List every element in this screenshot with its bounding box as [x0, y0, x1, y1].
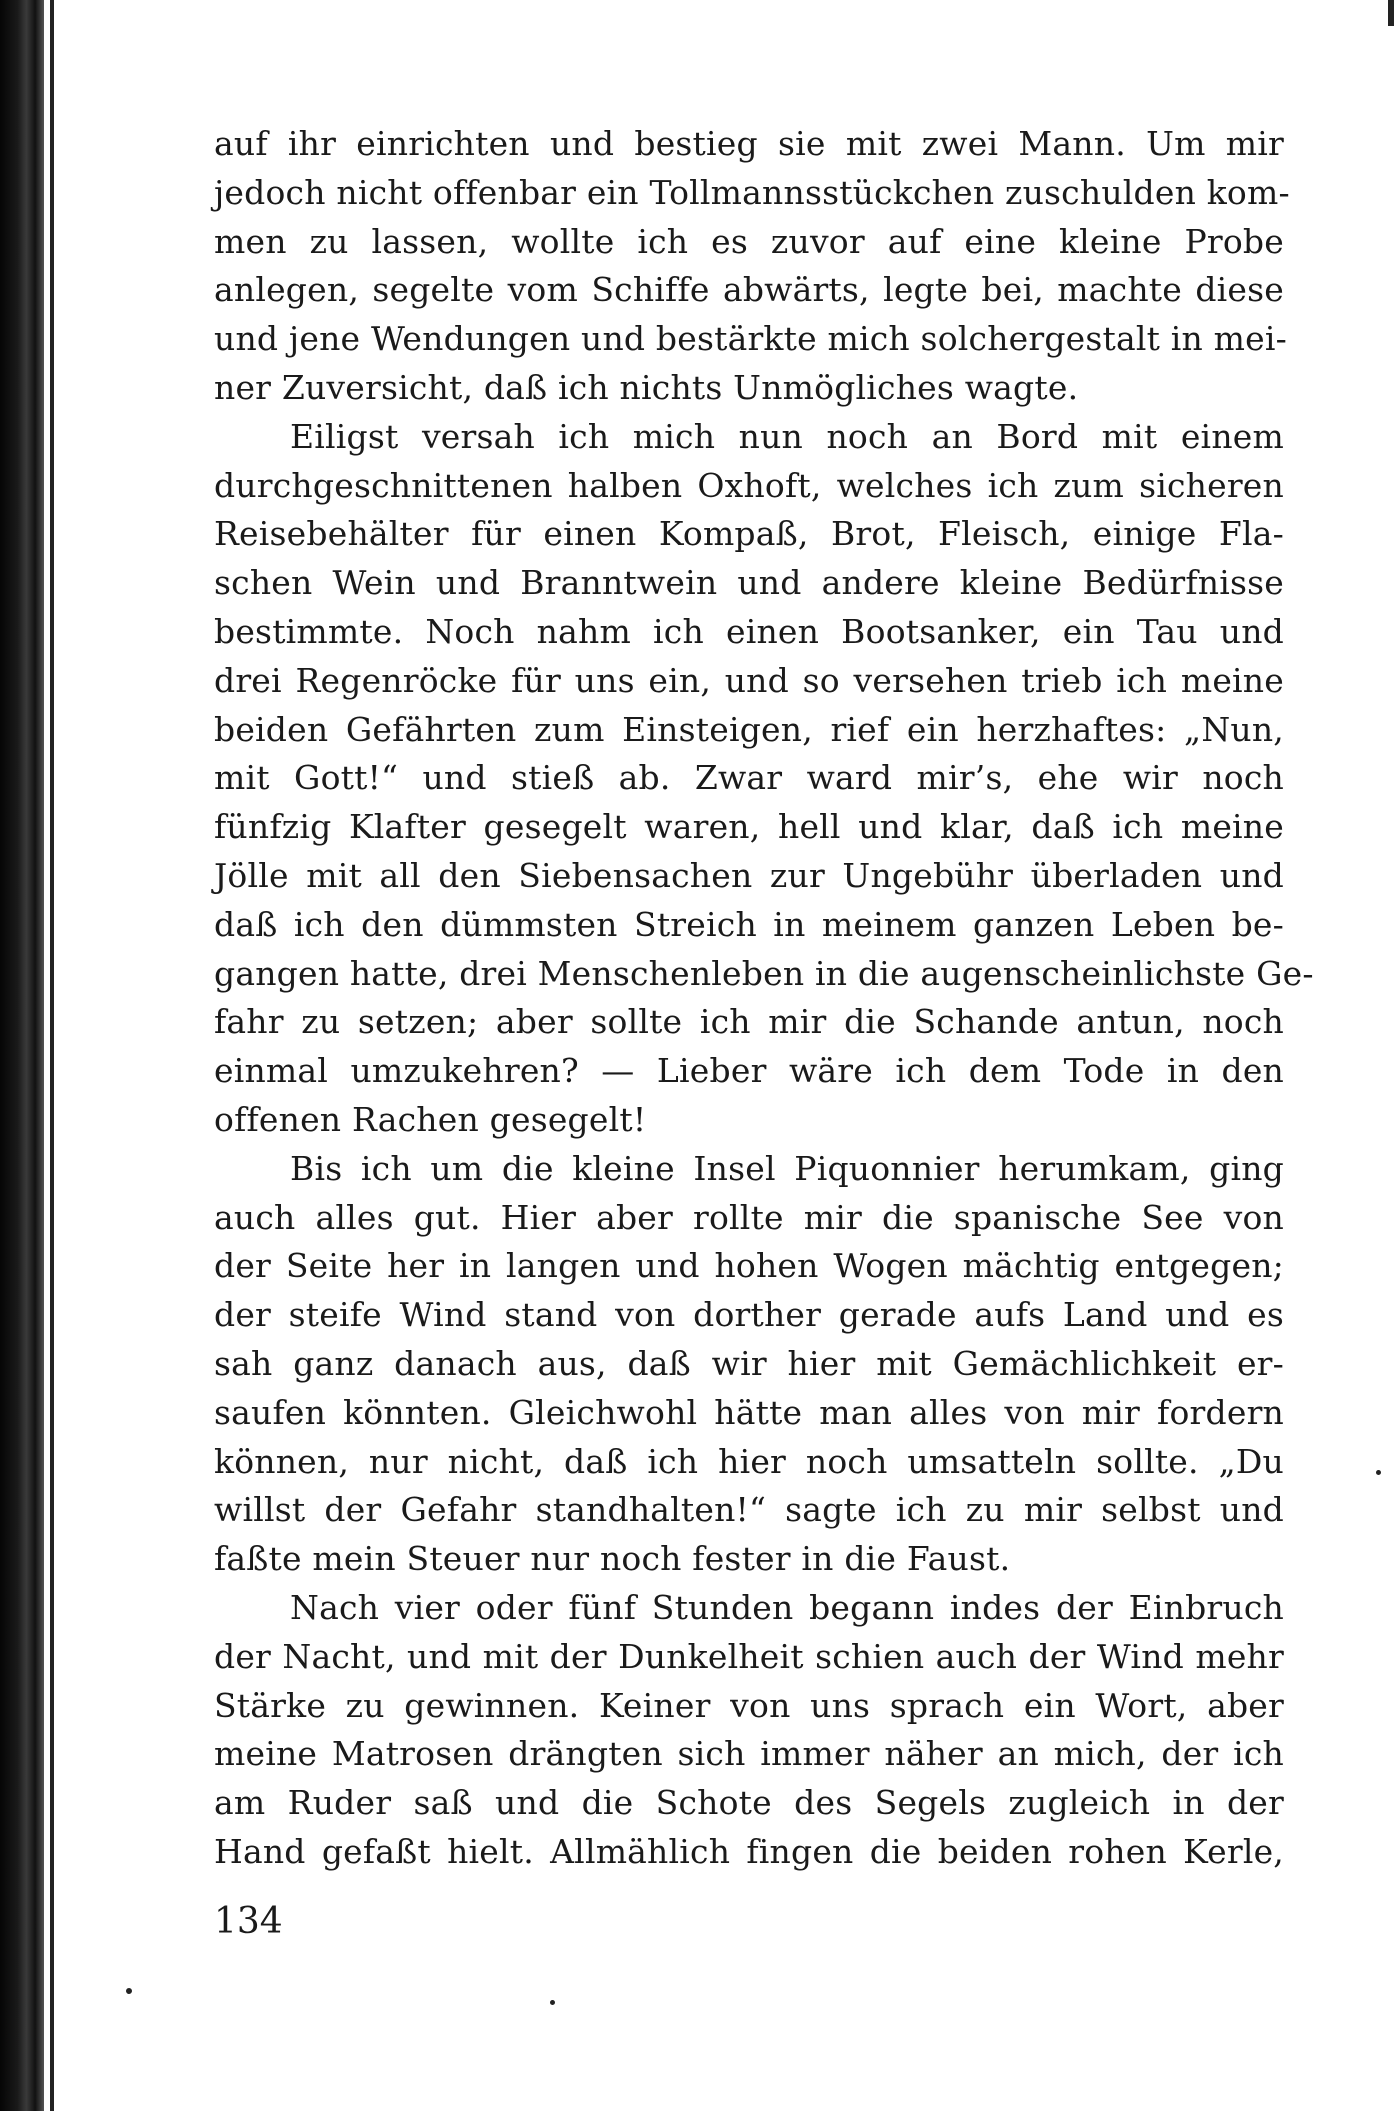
text-line: Nach vier oder fünf Stunden begann indes der Einbruch	[290, 1587, 1284, 1627]
text-line: können, nur nicht, daß ich hier noch umsatteln sollte. „Du	[214, 1441, 1284, 1481]
page-number: 134	[214, 1901, 283, 1942]
text-line: und jene Wendungen und bestärkte mich solchergestalt in mei-	[214, 319, 1288, 359]
text-line: jedoch nicht offenbar ein Tollmannsstückchen zuschulden kom-	[214, 172, 1290, 212]
text-line: mit Gott!“ und stieß ab. Zwar ward mir’s, ehe wir noch	[214, 758, 1284, 798]
text-line: drei Regenröcke für uns ein, und so versehen trieb ich meine	[214, 660, 1284, 700]
text-line: fünfzig Klafter gesegelt waren, hell und klar, daß ich meine	[214, 807, 1284, 847]
text-line: bestimmte. Noch nahm ich einen Bootsanker, ein Tau und	[214, 611, 1284, 651]
scan-speck	[1376, 1470, 1381, 1475]
book-spine-shadow	[0, 0, 44, 2111]
text-line: meine Matrosen drängten sich immer näher an mich, der ich	[214, 1734, 1284, 1774]
scan-speck	[550, 2000, 555, 2005]
text-line: ner Zuversicht, daß ich nichts Unmögliches wagte.	[214, 367, 1079, 407]
text-line: men zu lassen, wollte ich es zuvor auf eine kleine Probe	[214, 221, 1284, 261]
text-line: Reisebehälter für einen Kompaß, Brot, Fleisch, einige Fla-	[214, 514, 1284, 554]
text-line: der steife Wind stand von dorther gerade aufs Land und es	[214, 1295, 1284, 1335]
text-line: offenen Rachen gesegelt!	[214, 1099, 647, 1139]
text-line: durchgeschnittenen halben Oxhoft, welches ich zum sicheren	[214, 465, 1284, 505]
text-line: Bis ich um die kleine Insel Piquonnier herumkam, ging	[290, 1148, 1284, 1188]
text-line: auf ihr einrichten und bestieg sie mit zwei Mann. Um mir	[214, 124, 1284, 163]
text-line: am Ruder saß und die Schote des Segels zugleich in der	[214, 1783, 1284, 1823]
text-line: daß ich den dümmsten Streich in meinem ganzen Leben be-	[214, 904, 1284, 944]
text-line: der Nacht, und mit der Dunkelheit schien auch der Wind mehr	[214, 1636, 1284, 1676]
text-line: willst der Gefahr standhalten!“ sagte ich zu mir selbst und	[214, 1490, 1284, 1530]
spine-edge-line	[50, 0, 54, 2111]
text-line: Hand gefaßt hielt. Allmählich fingen die beiden rohen Kerle,	[214, 1831, 1284, 1871]
text-line: gangen hatte, drei Menschenleben in die augenscheinlichste Ge-	[214, 953, 1314, 993]
text-line: faßte mein Steuer nur noch fester in die Faust.	[214, 1539, 1011, 1579]
text-line: anlegen, segelte vom Schiffe abwärts, legte bei, machte diese	[214, 270, 1284, 310]
text-line: fahr zu setzen; aber sollte ich mir die Schande antun, noch	[214, 1002, 1284, 1042]
text-line: saufen könnten. Gleichwohl hätte man alles von mir fordern	[214, 1392, 1284, 1432]
scan-speck	[126, 1988, 132, 1994]
text-line: Eiligst versah ich mich nun noch an Bord mit einem	[290, 416, 1284, 456]
text-line: Stärke zu gewinnen. Keiner von uns sprach ein Wort, aber	[214, 1685, 1284, 1725]
text-line: beiden Gefährten zum Einsteigen, rief ein herzhaftes: „Nun,	[214, 709, 1284, 749]
text-line: auch alles gut. Hier aber rollte mir die spanische See von	[214, 1197, 1284, 1237]
text-line: sah ganz danach aus, daß wir hier mit Gemächlichkeit er-	[214, 1343, 1284, 1383]
text-line: schen Wein und Branntwein und andere kleine Bedürfnisse	[214, 563, 1284, 603]
body-text	[214, 120, 1314, 1877]
corner-scan-mark	[1388, 0, 1394, 26]
text-line: einmal umzukehren? — Lieber wäre ich dem Tode in den	[214, 1051, 1284, 1091]
text-line: der Seite her in langen und hohen Wogen mächtig entgegen;	[214, 1246, 1284, 1286]
text-line: Jölle mit all den Siebensachen zur Ungebühr überladen und	[214, 855, 1284, 895]
